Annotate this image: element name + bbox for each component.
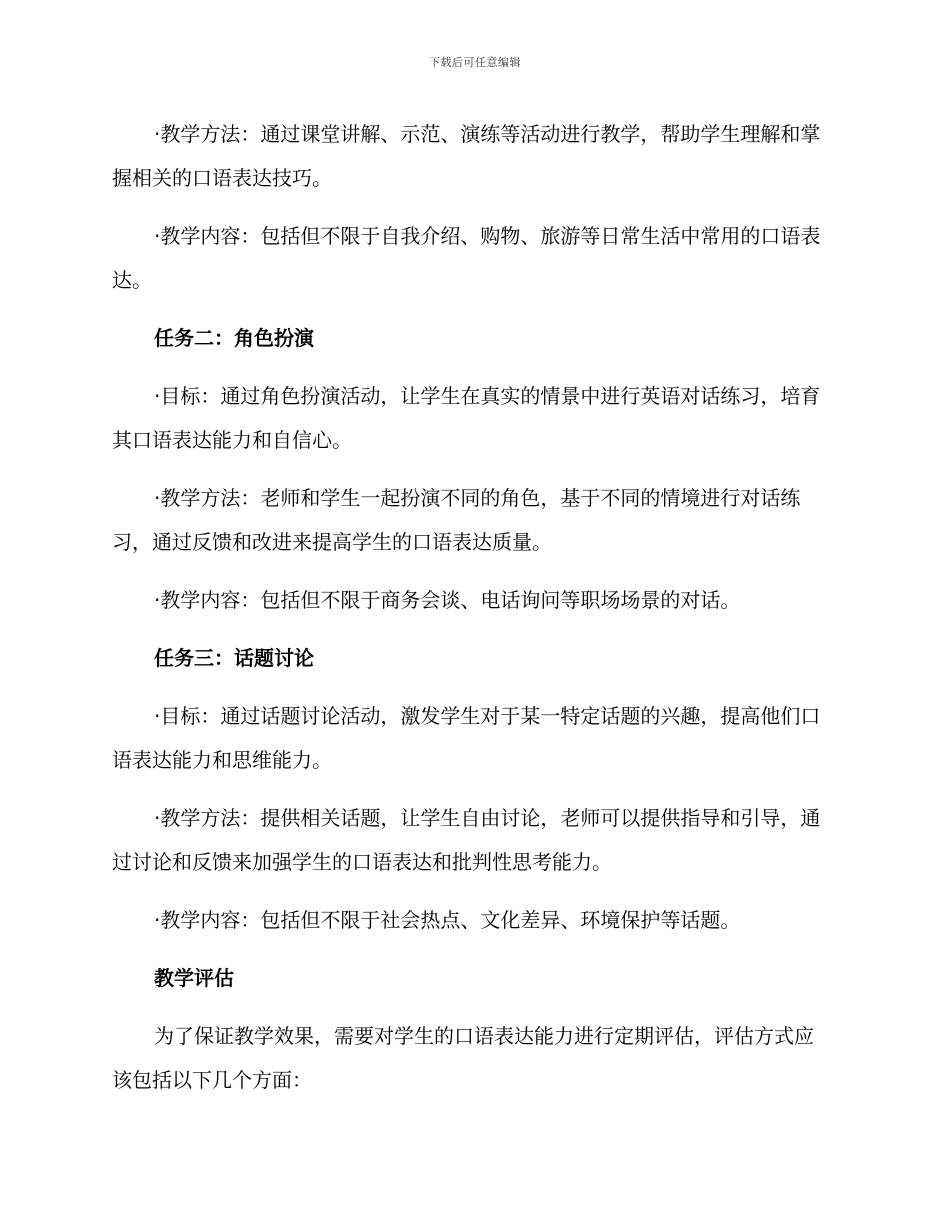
heading-task-three: 任务三：话题讨论 xyxy=(154,646,314,670)
document-body xyxy=(112,112,832,1116)
heading-teaching-evaluation: 教学评估 xyxy=(154,966,234,990)
paragraph-goal-2: ·目标：通过角色扮演活动，让学生在真实的情景中进行英语对话练习，培育其口语表达能力和自信心。 xyxy=(112,384,821,452)
page-header-note: 下载后可任意编辑 xyxy=(429,56,521,69)
heading-task-two: 任务二：角色扮演 xyxy=(154,326,314,350)
paragraph-evaluation-intro: 为了保证教学效果，需要对学生的口语表达能力进行定期评估，评估方式应该包括以下几个方面： xyxy=(112,1024,814,1092)
paragraph-teaching-content-2: ·教学内容：包括但不限于商务会谈、电话询问等职场场景的对话。 xyxy=(154,588,741,612)
paragraph-teaching-method-1: ·教学方法：通过课堂讲解、示范、演练等活动进行教学，帮助学生理解和掌握相关的口语表达技巧。 xyxy=(112,122,821,190)
paragraph-teaching-method-3: ·教学方法：提供相关话题，让学生自由讨论，老师可以提供指导和引导，通过讨论和反馈来加强学生的口语表达和批判性思考能力。 xyxy=(112,806,821,874)
paragraph-teaching-content-1: ·教学内容：包括但不限于自我介绍、购物、旅游等日常生活中常用的口语表达。 xyxy=(112,224,821,292)
paragraph-teaching-method-2: ·教学方法：老师和学生一起扮演不同的角色，基于不同的情境进行对话练习，通过反馈和改进来提高学生的口语表达质量。 xyxy=(112,486,801,554)
paragraph-goal-3: ·目标：通过话题讨论活动，激发学生对于某一特定话题的兴趣，提高他们口语表达能力和思维能力。 xyxy=(112,704,821,772)
paragraph-teaching-content-3: ·教学内容：包括但不限于社会热点、文化差异、环境保护等话题。 xyxy=(154,908,741,932)
